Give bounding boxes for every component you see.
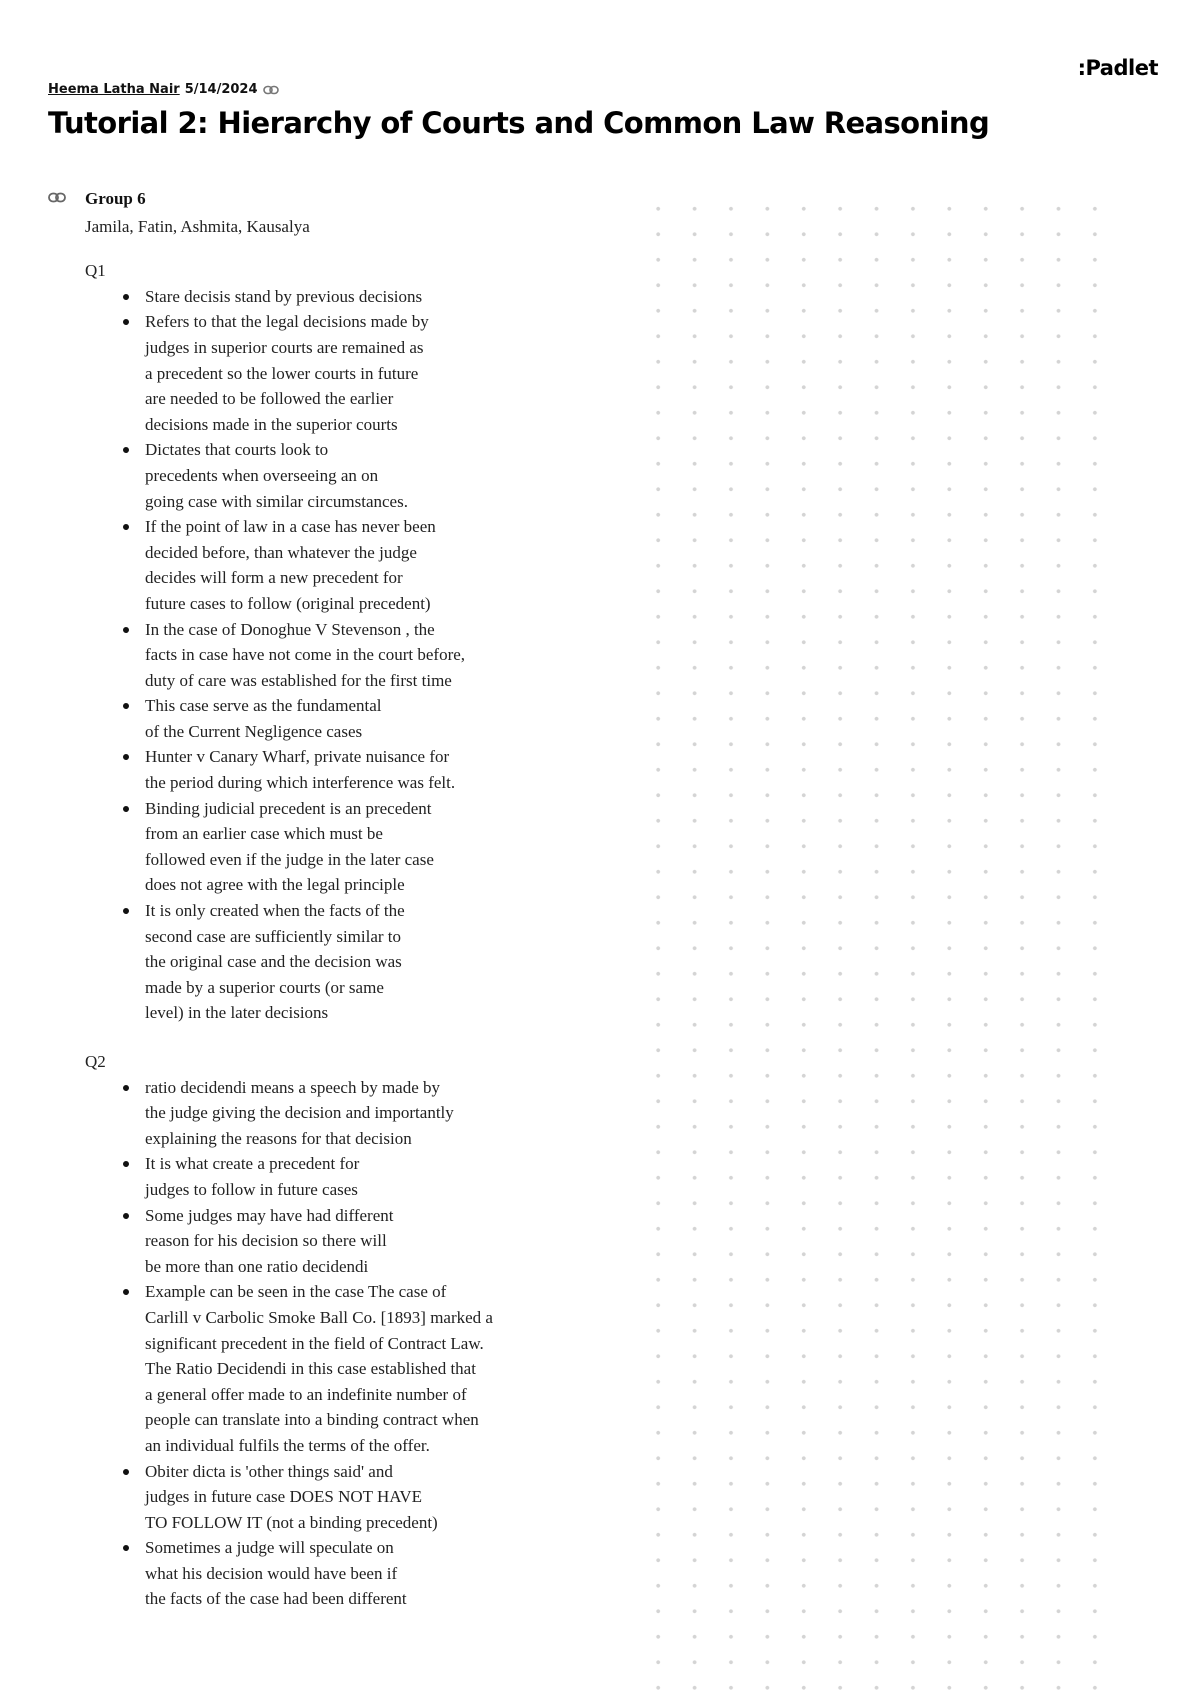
question-label: Q2: [85, 1052, 106, 1071]
list-item: Sometimes a judge will speculate on what his decision would have been if the facts of the case had been different: [145, 1535, 608, 1612]
author-link[interactable]: Heema Latha Nair: [48, 82, 180, 97]
list-item: In the case of Donoghue V Stevenson , the facts in case have not come in the court before, duty of care was established for the first time: [145, 617, 608, 694]
question-block-q1: [85, 258, 608, 284]
post-date: 5/14/2024: [184, 82, 258, 97]
list-item: Stare decisis stand by previous decisions: [145, 284, 608, 310]
list-item: ratio decidendi means a speech by made by the judge giving the decision and importantly explaining the reasons for that decision: [145, 1075, 608, 1152]
page-title: Tutorial 2: Hierarchy of Courts and Common Law Reasoning: [48, 106, 990, 140]
list-item: It is what create a precedent for judges to follow in future cases: [145, 1151, 608, 1202]
list-item: Hunter v Canary Wharf, private nuisance for the period during which interference was felt.: [145, 744, 608, 795]
post-meta: [48, 82, 279, 97]
link-icon[interactable]: [48, 192, 66, 203]
link-icon[interactable]: [263, 85, 279, 95]
post-card: [48, 186, 608, 1612]
group-members: Jamila, Fatin, Ashmita, Kausalya: [85, 216, 310, 236]
list-item: This case serve as the fundamental of the Current Negligence cases: [145, 693, 608, 744]
dot-grid-background: [640, 196, 1120, 1696]
list-item: If the point of law in a case has never been decided before, than whatever the judge decides will form a new precedent for future cases to follow (original precedent): [145, 514, 608, 616]
question-label: Q1: [85, 261, 106, 281]
q1-bullet-list: [48, 284, 608, 1026]
q2-bullet-list: [48, 1075, 608, 1612]
list-item: Some judges may have had different reason for his decision so there will be more than one ratio decidendi: [145, 1203, 608, 1280]
list-item: It is only created when the facts of the second case are sufficiently similar to the original case and the decision was made by a superior courts (or same level) in the later decisions: [145, 898, 608, 1026]
list-item: Dictates that courts look to precedents when overseeing an on going case with similar circumstances.: [145, 437, 608, 514]
list-item: Obiter dicta is 'other things said' and judges in future case DOES NOT HAVE TO FOLLOW IT (not a binding precedent): [145, 1459, 608, 1536]
list-item: Example can be seen in the case The case of Carlill v Carbolic Smoke Ball Co. [1893] marked a significant precedent in the field of Contract Law. The Ratio Decidendi in this case established that a general offer made to an indefinite number of people can translate into a binding contract when an individual fulfils the terms of the offer.: [145, 1279, 608, 1458]
post-title: Group 6: [85, 189, 146, 208]
list-item: Refers to that the legal decisions made by judges in superior courts are remained as a precedent so the lower courts in future are needed to be followed the earlier decisions made in the superior courts: [145, 309, 608, 437]
padlet-logo: :Padlet: [1077, 56, 1158, 80]
list-item: Binding judicial precedent is an precedent from an earlier case which must be followed even if the judge in the later case does not agree with the legal principle: [145, 796, 608, 898]
